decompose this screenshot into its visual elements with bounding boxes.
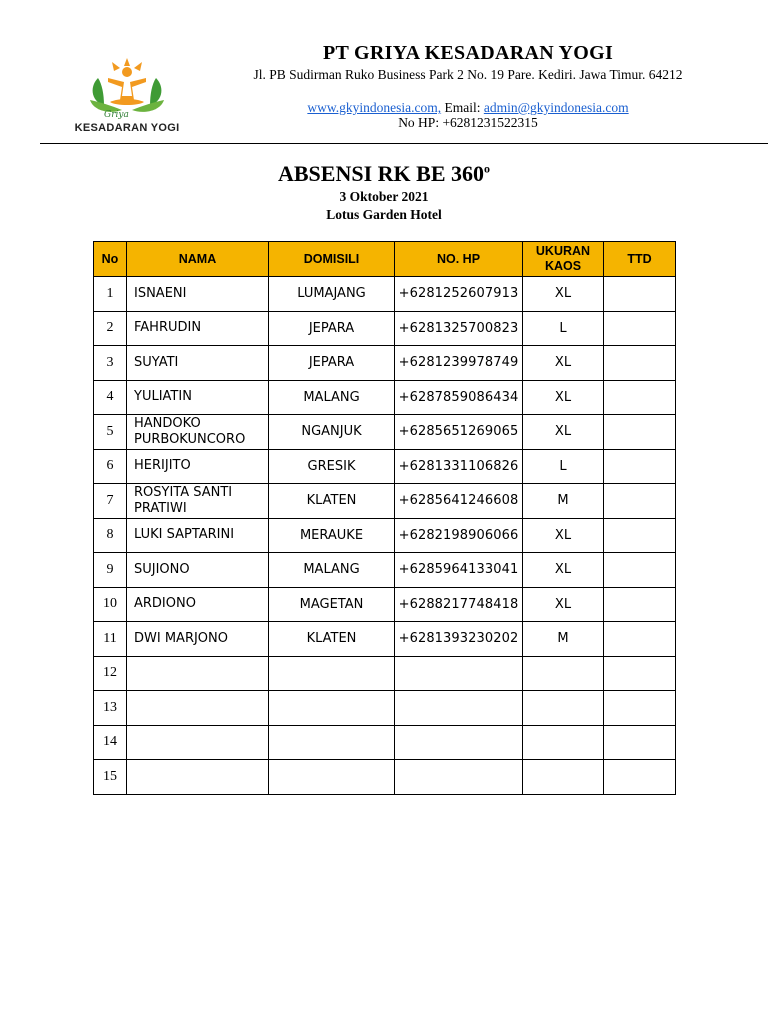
cell-ukuran-kaos: XL [523,553,604,588]
table-row [94,553,676,588]
header-nama: NAMA [127,242,269,277]
cell-ukuran-kaos: L [523,311,604,346]
cell-domisili [269,691,395,726]
cell-nama: FAHRUDIN [127,311,269,346]
cell-hp: +6281393230202 [395,622,523,657]
cell-ttd[interactable] [604,518,676,553]
table-row [94,622,676,657]
cell-ttd[interactable] [604,484,676,519]
cell-nama: SUJIONO [127,553,269,588]
email-label: Email: [441,100,484,115]
cell-hp: +6287859086434 [395,380,523,415]
cell-ukuran-kaos: M [523,484,604,519]
cell-ttd[interactable] [604,380,676,415]
table-row [94,656,676,691]
cell-no: 7 [94,484,127,519]
cell-hp: +6285651269065 [395,415,523,450]
cell-ukuran-kaos: XL [523,518,604,553]
cell-domisili [269,760,395,795]
table-row [94,449,676,484]
cell-domisili [269,656,395,691]
cell-domisili: LUMAJANG [269,277,395,312]
header-ttd: TTD [604,242,676,277]
table-row [94,691,676,726]
cell-ukuran-kaos: M [523,622,604,657]
cell-ukuran-kaos: XL [523,587,604,622]
cell-nama: ISNAENI [127,277,269,312]
cell-ukuran-kaos: XL [523,277,604,312]
header-hp: NO. HP [395,242,523,277]
cell-hp [395,656,523,691]
cell-domisili: MALANG [269,380,395,415]
cell-hp: +6288217748418 [395,587,523,622]
title-text: ABSENSI RK BE 360 [277,161,484,186]
cell-ttd[interactable] [604,346,676,381]
header-ukuran-kaos: UKURAN KAOS [523,242,604,277]
cell-ttd[interactable] [604,415,676,450]
cell-hp: +6282198906066 [395,518,523,553]
cell-no: 2 [94,311,127,346]
table-row [94,311,676,346]
header-domisili: DOMISILI [269,242,395,277]
cell-ttd[interactable] [604,656,676,691]
cell-nama: ARDIONO [127,587,269,622]
table-row [94,484,676,519]
cell-nama: HANDOKO PURBOKUNCORO [127,415,269,450]
cell-ttd[interactable] [604,691,676,726]
cell-ukuran-kaos [523,760,604,795]
event-date: 3 Oktober 2021 [339,189,429,204]
cell-no: 6 [94,449,127,484]
cell-no: 13 [94,691,127,726]
cell-no: 10 [94,587,127,622]
document-title [0,161,768,187]
website-link[interactable]: www.gkyindonesia.com, [307,100,442,115]
cell-ukuran-kaos: XL [523,415,604,450]
cell-ukuran-kaos [523,691,604,726]
cell-nama: SUYATI [127,346,269,381]
cell-no: 9 [94,553,127,588]
cell-ukuran-kaos: XL [523,346,604,381]
cell-nama: DWI MARJONO [127,622,269,657]
company-phone: No HP: +6281231522315 [398,115,538,130]
cell-nama [127,760,269,795]
cell-ukuran-kaos [523,725,604,760]
cell-nama: YULIATIN [127,380,269,415]
cell-ttd[interactable] [604,449,676,484]
cell-ttd[interactable] [604,587,676,622]
cell-ukuran-kaos: L [523,449,604,484]
cell-no: 11 [94,622,127,657]
cell-hp: +6281325700823 [395,311,523,346]
cell-nama [127,691,269,726]
cell-hp [395,760,523,795]
table-row [94,415,676,450]
cell-domisili: JEPARA [269,311,395,346]
cell-hp [395,691,523,726]
cell-no: 8 [94,518,127,553]
cell-nama [127,656,269,691]
cell-no: 5 [94,415,127,450]
cell-domisili: MALANG [269,553,395,588]
cell-ttd[interactable] [604,311,676,346]
company-address: Jl. PB Sudirman Ruko Business Park 2 No. 19 Pare. Kediri. Jawa Timur. 64212 [253,67,683,82]
cell-domisili: JEPARA [269,346,395,381]
cell-domisili: MERAUKE [269,518,395,553]
cell-ttd[interactable] [604,277,676,312]
table-row [94,277,676,312]
degree-mark: o [484,161,490,176]
cell-no: 12 [94,656,127,691]
cell-domisili [269,725,395,760]
table-row [94,346,676,381]
cell-hp: +6281252607913 [395,277,523,312]
cell-ttd[interactable] [604,760,676,795]
logo-wordmark: KESADARAN YOGI [74,122,180,134]
cell-no: 4 [94,380,127,415]
cell-domisili: KLATEN [269,484,395,519]
cell-hp: +6281331106826 [395,449,523,484]
company-name: PT GRIYA KESADARAN YOGI [322,42,614,64]
cell-no: 1 [94,277,127,312]
cell-hp: +6285641246608 [395,484,523,519]
header-divider [40,143,768,144]
table-row [94,725,676,760]
cell-hp: +6285964133041 [395,553,523,588]
cell-ttd[interactable] [604,553,676,588]
cell-hp: +6281239978749 [395,346,523,381]
table-row [94,587,676,622]
table-row [94,760,676,795]
yoga-figure-icon [60,56,194,116]
cell-domisili: GRESIK [269,449,395,484]
attendance-table [93,241,676,795]
email-link[interactable]: admin@gkyindonesia.com [483,100,629,115]
cell-hp [395,725,523,760]
cell-no: 15 [94,760,127,795]
event-venue: Lotus Garden Hotel [326,207,442,222]
header-no: No [94,242,127,277]
cell-nama: LUKI SAPTARINI [127,518,269,553]
cell-ttd[interactable] [604,622,676,657]
cell-domisili: NGANJUK [269,415,395,450]
table-row [94,380,676,415]
table-row [94,518,676,553]
cell-domisili: MAGETAN [269,587,395,622]
cell-ukuran-kaos: XL [523,380,604,415]
cell-no: 14 [94,725,127,760]
company-logo [60,56,194,138]
cell-nama: HERIJITO [127,449,269,484]
logo-script-text: Griya [104,110,129,120]
cell-ukuran-kaos [523,656,604,691]
cell-nama: ROSYITA SANTI PRATIWI [127,484,269,519]
cell-domisili: KLATEN [269,622,395,657]
cell-nama [127,725,269,760]
cell-ttd[interactable] [604,725,676,760]
table-header-row [94,242,676,277]
cell-no: 3 [94,346,127,381]
